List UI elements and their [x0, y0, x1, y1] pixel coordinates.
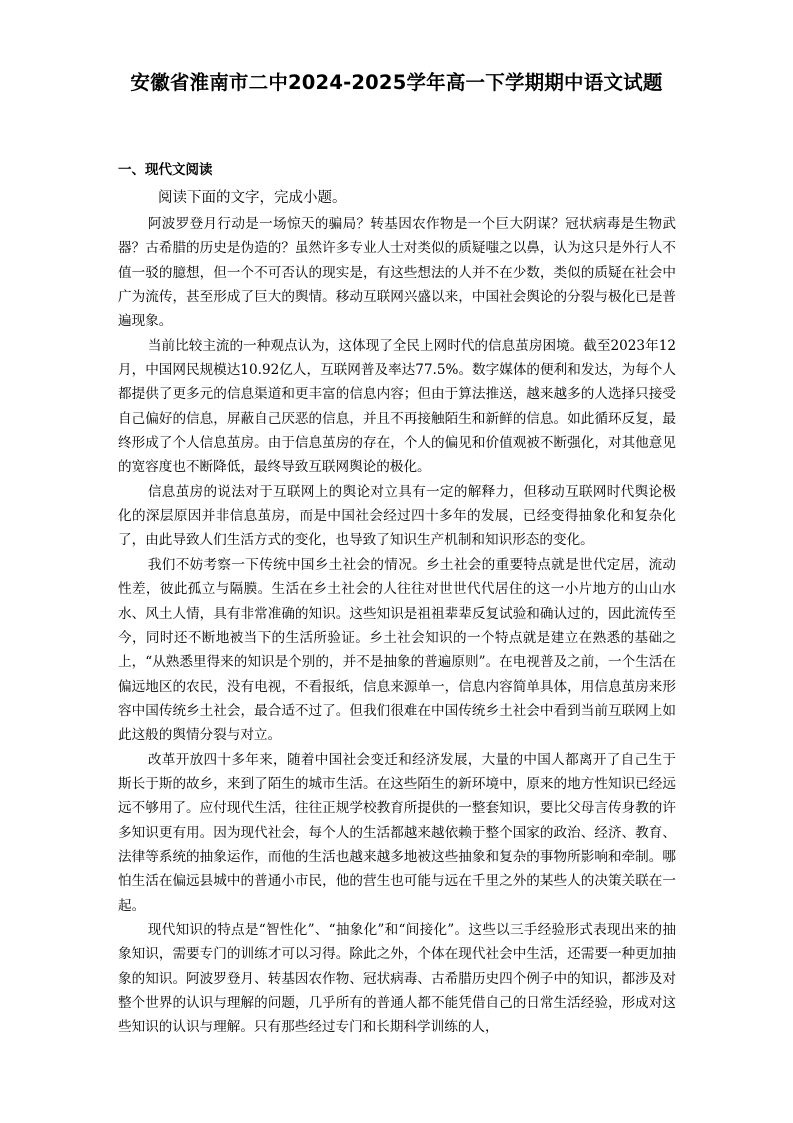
reading-instruction: 阅读下面的文字，完成小题。: [158, 190, 347, 206]
paragraph: 信息茧房的说法对于互联网上的舆论对立具有一定的解释力，但移动互联网时代舆论极化的深层原因并非信息茧房，而是中国社会经过四十多年的发展，已经变得抽象化和复杂化了，由此导致人们生活方式的变化，也导致了知识生产机制和知识形态的变化。: [118, 483, 676, 549]
paragraph: 当前比较主流的一种观点认为，这体现了全民上网时代的信息茧房困境。截至2023年12月，中国网民规模达10.92亿人，互联网普及率达77.5%。数字媒体的便利和发达，为每个人都提供了更多元的信息渠道和更丰富的信息内容；但由于算法推送，越来越多的人选择只接受自己偏好的信息，屏蔽自己厌恶的信息，并且不再接触陌生和新鲜的信息。如此循环反复，最终形成了个人信息茧房。由于信息茧房的存在，个人的偏见和价值观被不断强化，对其他意见的宽容度也不断降低，最终导致互联网舆论的极化。: [118, 337, 676, 476]
document-title: 安徽省淮南市二中2024-2025学年高一下学期期中语文试题: [130, 71, 663, 94]
section-heading: 一、现代文阅读: [118, 162, 213, 178]
paragraph: 现代知识的特点是“智性化”、“抽象化”和“间接化”。这些以三手经验形式表现出来的抽象知识，需要专门的训练才可以习得。除此之外，个体在现代社会中生活，还需要一种更加抽象的知识。阿波罗登月、转基因农作物、冠状病毒、古希腊历史四个例子中的知识，都涉及对整个世界的认识与理解的问题，几乎所有的普通人都不能凭借自己的日常生活经验，形成对这些知识的认识与理解。只有那些经过专门和长期科学训练的人，: [118, 921, 676, 1036]
passage-body: [118, 212, 676, 1040]
paragraph: 我们不妨考察一下传统中国乡土社会的情况。乡土社会的重要特点就是世代定居，流动性差，彼此孤立与隔膜。生活在乡土社会的人往往对世世代代居住的这一小片地方的山山水水、风土人情，具有非常准确的知识。这些知识是祖祖辈辈反复试验和确认过的，因此流传至今，同时还不断地被当下的生活所验证。乡土社会知识的一个特点就是建立在熟悉的基础之上，“从熟悉里得来的知识是个别的，并不是抽象的普遍原则”。在电视普及之前，一个生活在偏远地区的农民，没有电视，不看报纸，信息来源单一，信息内容简单具体，用信息茧房来形容中国传统乡土社会，最合适不过了。但我们很难在中国传统乡土社会中看到当前互联网上如此这般的舆情分裂与对立。: [118, 556, 676, 744]
paragraph: 阿波罗登月行动是一场惊天的骗局？转基因农作物是一个巨大阴谋？冠状病毒是生物武器？古希腊的历史是伪造的？虽然许多专业人士对类似的质疑嗤之以鼻，认为这只是外行人不值一驳的臆想，但一个不可否认的现实是，有这些想法的人并不在少数，类似的质疑在社会中广为流传，甚至形成了巨大的舆情。移动互联网兴盛以来，中国社会舆论的分裂与极化已是普遍现象。: [118, 216, 676, 330]
paragraph: 改革开放四十多年来，随着中国社会变迁和经济发展，大量的中国人都离开了自己生于斯长于斯的故乡，来到了陌生的城市生活。在这些陌生的新环境中，原来的地方性知识已经远远不够用了。应付现代生活，往往正规学校教育所提供的一整套知识，要比父母言传身教的许多知识更有用。因为现代社会，每个人的生活都越来越依赖于整个国家的政治、经济、教育、法律等系统的抽象运作，而他的生活也越来越多地被这些抽象和复杂的事物所影响和牵制。哪怕生活在偏远县城中的普通小市民，他的营生也可能与远在千里之外的某些人的决策关联在一起。: [118, 751, 676, 914]
